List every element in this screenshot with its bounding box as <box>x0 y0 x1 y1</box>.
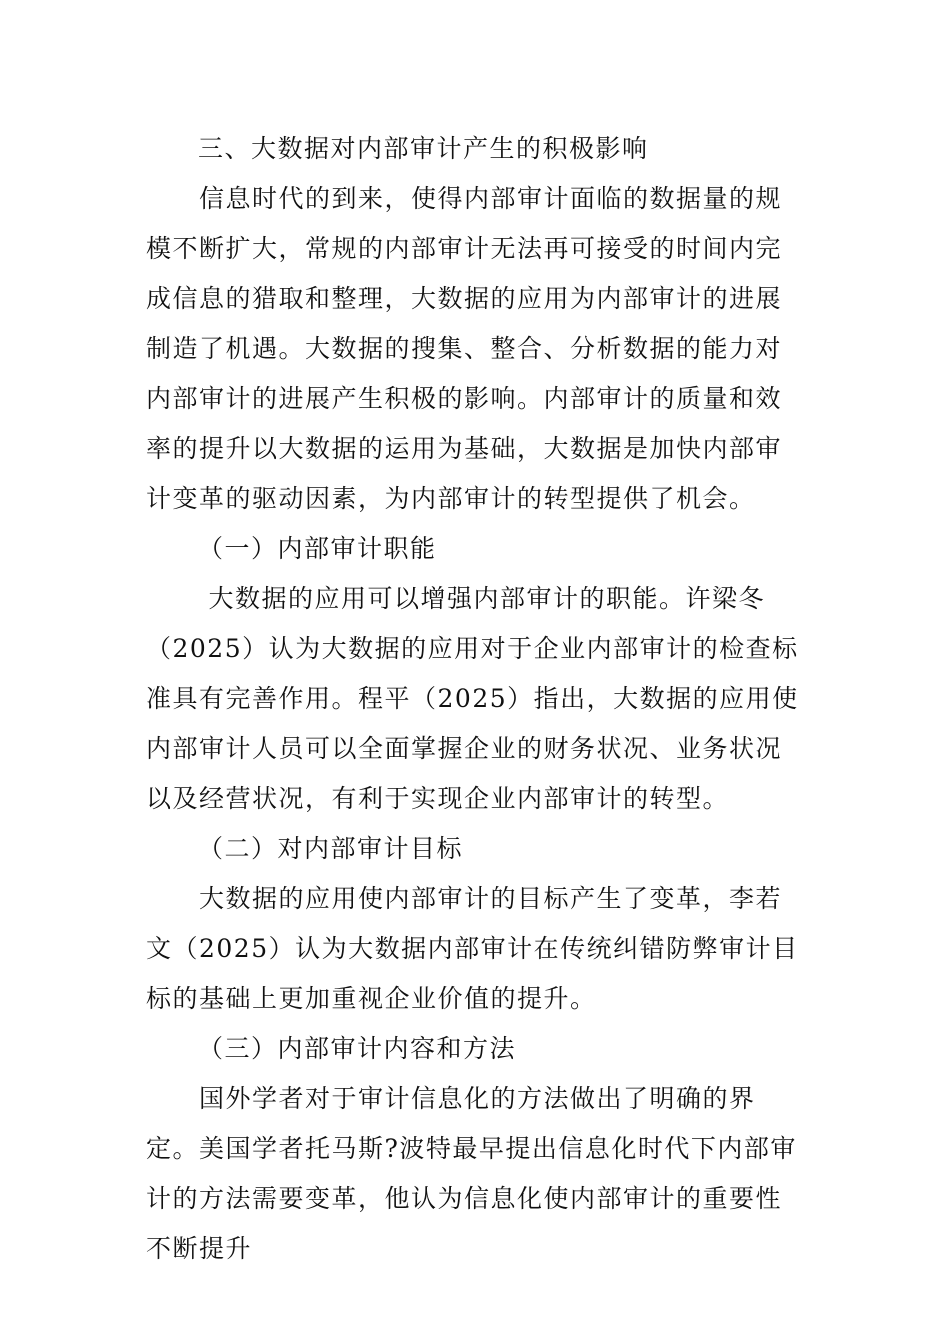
subsection-heading-functions: （一）内部审计职能 <box>198 534 437 563</box>
subsection-paragraph-content-methods: 国外学者对于审计信息化的方法做出了明确的界定。美国学者托马斯?波特最早提出信息化时代下内部审计的方法需要变革，他认为信息化使内部审计的重要性不断提升 <box>146 1084 797 1263</box>
intro-paragraph: 信息时代的到来，使得内部审计面临的数据量的规模不断扩大，常规的内部审计无法再可接受的时间内完成信息的猎取和整理，大数据的应用为内部审计的进展制造了机遇。大数据的搜集、整合、分析数据的能力对内部审计的进展产生积极的影响。内部审计的质量和效率的提升以大数据的运用为基础，大数据是加快内部审计变革的驱动因素，为内部审计的转型提供了机会。 <box>146 184 783 513</box>
subsection-heading-content-methods: （三）内部审计内容和方法 <box>198 1034 517 1063</box>
subsection-paragraph-objectives: 大数据的应用使内部审计的目标产生了变革，李若文（2025）认为大数据内部审计在传统纠错防弊审计目标的基础上更加重视企业价值的提升。 <box>146 884 799 1013</box>
section-heading: 三、大数据对内部审计产生的积极影响 <box>198 134 649 163</box>
subsection-heading-objectives: （二）对内部审计目标 <box>198 834 464 863</box>
subsection-paragraph-functions: 大数据的应用可以增强内部审计的职能。许梁冬（2025）认为大数据的应用对于企业内部审计的检查标准具有完善作用。程平（2025）指出，大数据的应用使内部审计人员可以全面掌握企业的财务状况、业务状况以及经营状况，有利于实现企业内部审计的转型。 <box>146 584 799 813</box>
